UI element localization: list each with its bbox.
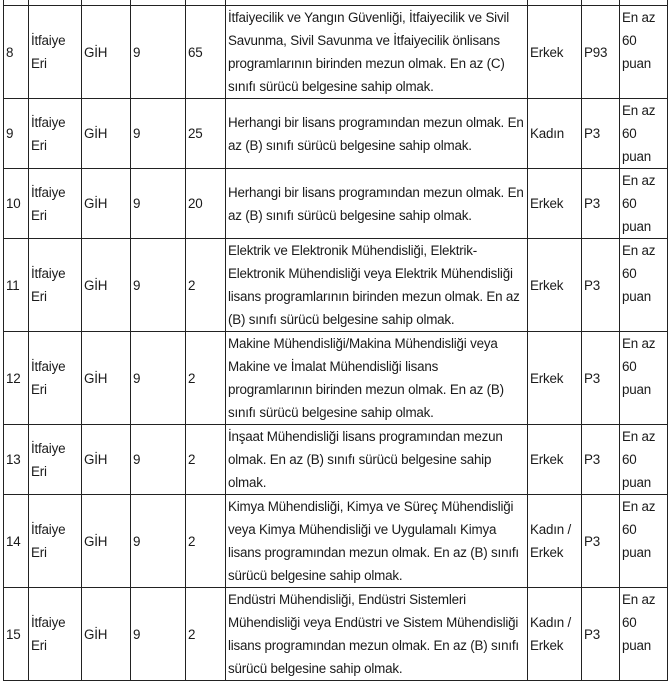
class-code: GİH — [82, 6, 131, 99]
table-row — [4, 332, 668, 425]
score-type: P93 — [582, 6, 620, 99]
table-row — [4, 6, 668, 99]
table-row — [4, 239, 668, 332]
min-score: En az 60 puan — [620, 99, 668, 169]
score-type: P3 — [582, 588, 620, 681]
table-row — [4, 169, 668, 239]
position-title: İtfaiye Eri — [29, 588, 82, 681]
position-title: İtfaiye Eri — [29, 99, 82, 169]
requirements: İnşaat Mühendisliği lisans programından mezun olmak. En az (B) sınıfı sürücü belgesine sahip olmak. — [226, 425, 528, 495]
requirements: Endüstri Mühendisliği, Endüstri Sistemleri Mühendisliği veya Endüstri ve Sistem Mühendisliği lisans programından mezun olmak. En az (B) sınıfı sürücü belgesine sahip olmak. — [226, 588, 528, 681]
score-type: P3 — [582, 332, 620, 425]
gender: Kadın / Erkek — [528, 588, 582, 681]
score-type: P3 — [582, 425, 620, 495]
gender: Erkek — [528, 332, 582, 425]
row-number: 14 — [4, 495, 29, 588]
row-number: 15 — [4, 588, 29, 681]
gender: Erkek — [528, 239, 582, 332]
position-title: İtfaiye Eri — [29, 239, 82, 332]
table-body — [4, 0, 668, 681]
row-number: 11 — [4, 239, 29, 332]
class-code: GİH — [82, 169, 131, 239]
grade: 9 — [131, 169, 186, 239]
table-row — [4, 99, 668, 169]
quota: 2 — [186, 425, 226, 495]
min-score: En az 60 puan — [620, 332, 668, 425]
grade: 9 — [131, 239, 186, 332]
table-row — [4, 588, 668, 681]
position-title: İtfaiye Eri — [29, 495, 82, 588]
quota: 20 — [186, 169, 226, 239]
score-type: P3 — [582, 239, 620, 332]
quota: 2 — [186, 588, 226, 681]
row-number: 13 — [4, 425, 29, 495]
score-type: P3 — [582, 495, 620, 588]
class-code: GİH — [82, 425, 131, 495]
grade: 9 — [131, 495, 186, 588]
requirements: Herhangi bir lisans programından mezun olmak. En az (B) sınıfı sürücü belgesine sahip olmak. — [226, 99, 528, 169]
position-title: İtfaiye Eri — [29, 169, 82, 239]
table-row — [4, 495, 668, 588]
row-number: 10 — [4, 169, 29, 239]
requirements: Kimya Mühendisliği, Kimya ve Süreç Mühendisliği veya Kimya Mühendisliği ve Uygulamalı Kimya lisans programından mezun olmak. En az (B) sınıfı sürücü belgesine sahip olmak. — [226, 495, 528, 588]
class-code: GİH — [82, 99, 131, 169]
requirements: Elektrik ve Elektronik Mühendisliği, Elektrik-Elektronik Mühendisliği veya Elektrik Mühendisliği lisans programlarının birinden mezun olmak. En az (B) sınıfı sürücü belgesine sahip olmak. — [226, 239, 528, 332]
gender: Erkek — [528, 6, 582, 99]
quota: 2 — [186, 332, 226, 425]
position-title: İtfaiye Eri — [29, 6, 82, 99]
requirements: Makine Mühendisliği/Makina Mühendisliği veya Makine ve İmalat Mühendisliği lisans programlarının birinden mezun olmak. En az (B) sınıfı sürücü belgesine sahip olmak. — [226, 332, 528, 425]
gender: Erkek — [528, 169, 582, 239]
quota: 65 — [186, 6, 226, 99]
position-title: İtfaiye Eri — [29, 425, 82, 495]
min-score: En az 60 puan — [620, 495, 668, 588]
quota: 2 — [186, 495, 226, 588]
class-code: GİH — [82, 239, 131, 332]
min-score: En az 60 puan — [620, 6, 668, 99]
quota: 2 — [186, 239, 226, 332]
class-code: GİH — [82, 495, 131, 588]
score-type: P3 — [582, 99, 620, 169]
row-number: 9 — [4, 99, 29, 169]
class-code: GİH — [82, 588, 131, 681]
gender: Kadın / Erkek — [528, 495, 582, 588]
grade: 9 — [131, 425, 186, 495]
row-number: 8 — [4, 6, 29, 99]
row-number: 12 — [4, 332, 29, 425]
min-score: En az 60 puan — [620, 588, 668, 681]
min-score: En az 60 puan — [620, 169, 668, 239]
grade: 9 — [131, 588, 186, 681]
grade: 9 — [131, 6, 186, 99]
table-row — [4, 425, 668, 495]
position-title: İtfaiye Eri — [29, 332, 82, 425]
min-score: En az 60 puan — [620, 239, 668, 332]
gender: Erkek — [528, 425, 582, 495]
score-type: P3 — [582, 169, 620, 239]
position-table — [3, 0, 668, 681]
grade: 9 — [131, 99, 186, 169]
quota: 25 — [186, 99, 226, 169]
min-score: En az 60 puan — [620, 425, 668, 495]
requirements: Herhangi bir lisans programından mezun olmak. En az (B) sınıfı sürücü belgesine sahip olmak. — [226, 169, 528, 239]
grade: 9 — [131, 332, 186, 425]
requirements: İtfaiyecilik ve Yangın Güvenliği, İtfaiyecilik ve Sivil Savunma, Sivil Savunma ve İtfaiyecilik önlisans programlarının birinden mezun olmak. En az (C) sınıfı sürücü belgesine sahip olmak. — [226, 6, 528, 99]
class-code: GİH — [82, 332, 131, 425]
gender: Kadın — [528, 99, 582, 169]
